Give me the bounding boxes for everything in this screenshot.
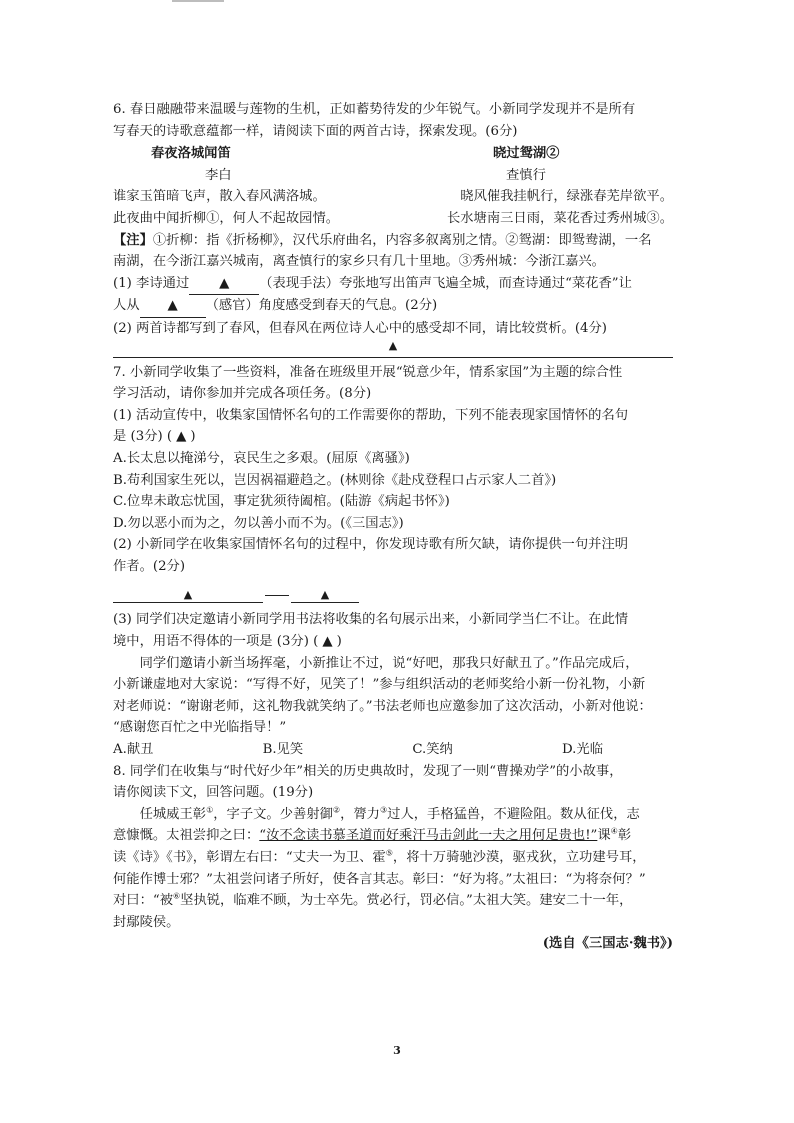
q8-text: 读《诗》《书》，彰谓左右曰：“丈夫一为卫、霍: [113, 850, 386, 865]
poem-1-line2: 此夜曲中闻折柳①，何人不起故园情。: [113, 210, 340, 226]
q8-text: 对曰：“被: [113, 893, 173, 909]
scan-mark: [172, 0, 224, 2]
q7-option-a: A.长太息以掩涕兮，哀民生之多艰。(屈原《离骚》): [113, 450, 410, 466]
poem-1-author: 李白: [205, 167, 232, 183]
footnote-mark: ①: [206, 805, 214, 815]
q7-passage: [113, 653, 673, 739]
q7-passage-line4: “感谢您百忙之中光临指导！”: [113, 720, 287, 736]
answer-line-bar: [113, 357, 673, 358]
q6-sub1-line1: [113, 273, 673, 296]
q6-note-line1: [113, 230, 673, 252]
q7-passage-line1: 同学们邀请小新当场挥毫，小新推让不过，说“好吧，那我只好献丑了。”作品完成后，: [139, 655, 639, 671]
choice-c[interactable]: C.笑纳: [412, 742, 453, 758]
q8-passage-line4: 何能作博士邪？”太祖尝问诸子所好，使各言其志。彰曰：“好为将。”太祖曰：“为将奈何？”: [113, 871, 646, 887]
q7-sub3-mark[interactable]: ▲: [322, 634, 333, 650]
q8-intro-line2: 请你阅读下文，回答问题。(19分): [113, 785, 314, 801]
q7-option-d: D.勿以恶小而为之，勿以善小而不为。(《三国志》): [113, 515, 404, 531]
q7-intro-line1: 7. 小新同学收集了一些资料，准备在班级里开展“锐意少年，情系家国”为主题的综合性: [113, 364, 623, 380]
answer-blank-verse[interactable]: ▲: [113, 588, 263, 603]
answer-blank-author[interactable]: ▲: [291, 588, 359, 603]
q7-sub2-line1: (2) 小新同学在收集家国情怀名句的过程中，你发现诗歌有所欠缺，请你提供一句并注明: [113, 537, 629, 553]
q8-text: ，将十万骑驰沙漠，驱戎狄，立功建号耳，: [392, 850, 646, 865]
poem-2-line1: 晓风催我挂帆行，绿涨春芜岸欲平。: [460, 189, 673, 205]
q6-sub1-text-a: (1) 李诗通过: [113, 275, 190, 291]
poem-1-line1: 谁家玉笛暗飞声，散入春风满洛城。: [113, 189, 326, 205]
q8-text: ，膂力: [340, 806, 380, 822]
q8-text: 过人，手格猛兽，不避险阻。数从征伐，志: [387, 806, 640, 822]
q8-passage: [113, 804, 673, 934]
q7-sub3-line1: (3) 同学们决定邀请小新同学用书法将收集的名句展示出来，小新同学当仁不让。在此情: [113, 612, 629, 628]
answer-blank-sense[interactable]: ▲: [140, 295, 206, 318]
answer-dash: [265, 595, 289, 596]
q8-text: 坚执锐，临难不顾，为士卒先。赏必行，罚必信。”太祖大笑。建安二十一年，: [180, 893, 633, 909]
q7-sub1-close: ): [190, 429, 196, 445]
q7-passage-line3: 对老师说：“谢谢老师，这礼物我就笑纳了。”书法老师也应邀参加了这次活动，小新对他说：: [113, 698, 652, 714]
q8-text: 意慷慨。太祖尝抑之曰：: [113, 828, 260, 844]
q8-passage-line2: [113, 825, 673, 847]
q7-option-b: B.苟利国家生死以，岂因祸福避趋之。(林则徐《赴戍登程口占示家人二首》): [113, 472, 557, 488]
q7-sub3-close: ): [336, 634, 342, 650]
answer-line-q7-2[interactable]: [113, 579, 673, 603]
q6-sub1-text-d: （感官）角度感受到春天的气息。(2分): [205, 298, 438, 314]
q8-text: 任城威王彰: [139, 806, 207, 822]
q7-sub1-text: 是 (3分) (: [113, 429, 173, 445]
footnote-mark: ③: [379, 805, 388, 815]
footnote-mark: ②: [332, 805, 341, 815]
q6-note-line2: 南湖，在今浙江嘉兴城南，离查慎行的家乡只有几十里地。③秀州城：今浙江嘉兴。: [113, 254, 605, 270]
note-text-1: ①折柳：指《折杨柳》，汉代乐府曲名，内容多叙离别之情。②鸳湖：即鸳鸯湖，一名: [152, 232, 652, 248]
q8-passage-line3: [113, 847, 673, 869]
note-label: 【注】: [113, 232, 153, 248]
page-content: [113, 99, 673, 955]
q6-sub2: (2) 两首诗都写到了春风，但春风在两位诗人心中的感受却不同，请比较赏析。(4分): [113, 320, 607, 336]
poem-1-title: 春夜洛城闻笛: [151, 146, 231, 162]
q7-sub3-text: 境中，用语不得体的一项是 (3分) (: [113, 634, 319, 650]
q7-sub1-line1: (1) 活动宣传中，收集家国情怀名句的工作需要你的帮助，下列不能表现家国情怀的名句: [113, 407, 629, 423]
q8-passage-line5: [113, 890, 673, 912]
poem-2: [393, 143, 673, 229]
q7-passage-line2: 小新谦虚地对大家说：“写得不好，见笑了！”参与组织活动的老师奖给小新一份礼物，小新: [113, 677, 646, 693]
choice-a[interactable]: A.献丑: [113, 742, 154, 758]
poem-1: [113, 143, 393, 229]
answer-blank-technique[interactable]: ▲: [189, 273, 259, 296]
answer-mark: ▲: [388, 338, 398, 352]
q7-choices: [113, 739, 603, 761]
footnote-mark: ⑤: [385, 848, 393, 858]
q7-intro-line2: 学习活动，请你参加并完成各项任务。(8分): [113, 386, 372, 402]
choice-b[interactable]: B.见笑: [262, 742, 304, 758]
q6-sub1-line2: [113, 295, 673, 318]
footnote-mark: ④: [610, 826, 618, 836]
q8-intro-line1: 8. 同学们在收集与“时代好少年”相关的历史典故时，发现了一则“曹操劝学”的小故事，: [113, 763, 623, 779]
poem-2-title: 晓过鸳湖②: [493, 146, 560, 162]
q7-sub1-line2: [113, 426, 673, 448]
q6-sub1-text-b: （表现手法）夸张地写出笛声飞遍全城，而查诗通过“菜花香”让: [259, 275, 632, 291]
q8-source: (选自《三国志·魏书》): [542, 936, 673, 952]
page-number: 3: [393, 1044, 401, 1057]
underlined-sentence: “汝不念读书慕圣道而好乘汗马击剑此一夫之用何足贵也!”: [259, 828, 598, 844]
q7-option-c: C.位卑未敢忘忧国，事定犹须待阖棺。(陆游《病起书怀》): [113, 494, 450, 510]
q7-sub1-mark[interactable]: ▲: [176, 429, 187, 445]
footnote-mark: ⑥: [173, 891, 181, 901]
q8-text: 彰: [617, 828, 632, 844]
answer-line-q6-2[interactable]: [113, 340, 673, 362]
poems: [113, 143, 673, 229]
q8-passage-line1: [113, 804, 673, 826]
q7-sub3-line2: [113, 631, 673, 653]
q6-sub1-text-c: 人从: [113, 298, 140, 314]
q6-intro-line1: 6. 春日融融带来温暖与莲物的生机，正如蓄势待发的少年锐气。小新同学发现并不是所有: [113, 102, 636, 117]
poem-2-author: 查慎行: [506, 167, 546, 183]
q8-passage-line6: 封鄢陵侯。: [113, 914, 180, 930]
q8-text: 课: [597, 828, 611, 844]
poem-2-line2: 长水塘南三日雨，菜花香过秀州城③。: [446, 210, 673, 226]
q8-text: ，字子文。少善射御: [213, 806, 333, 822]
q6-intro-line2: 写春天的诗歌意蕴都一样，请阅读下面的两首古诗，探索发现。(6分): [113, 123, 518, 139]
q7-sub2-line2: 作者。(2分): [113, 558, 186, 574]
choice-d[interactable]: D.光临: [561, 742, 603, 758]
